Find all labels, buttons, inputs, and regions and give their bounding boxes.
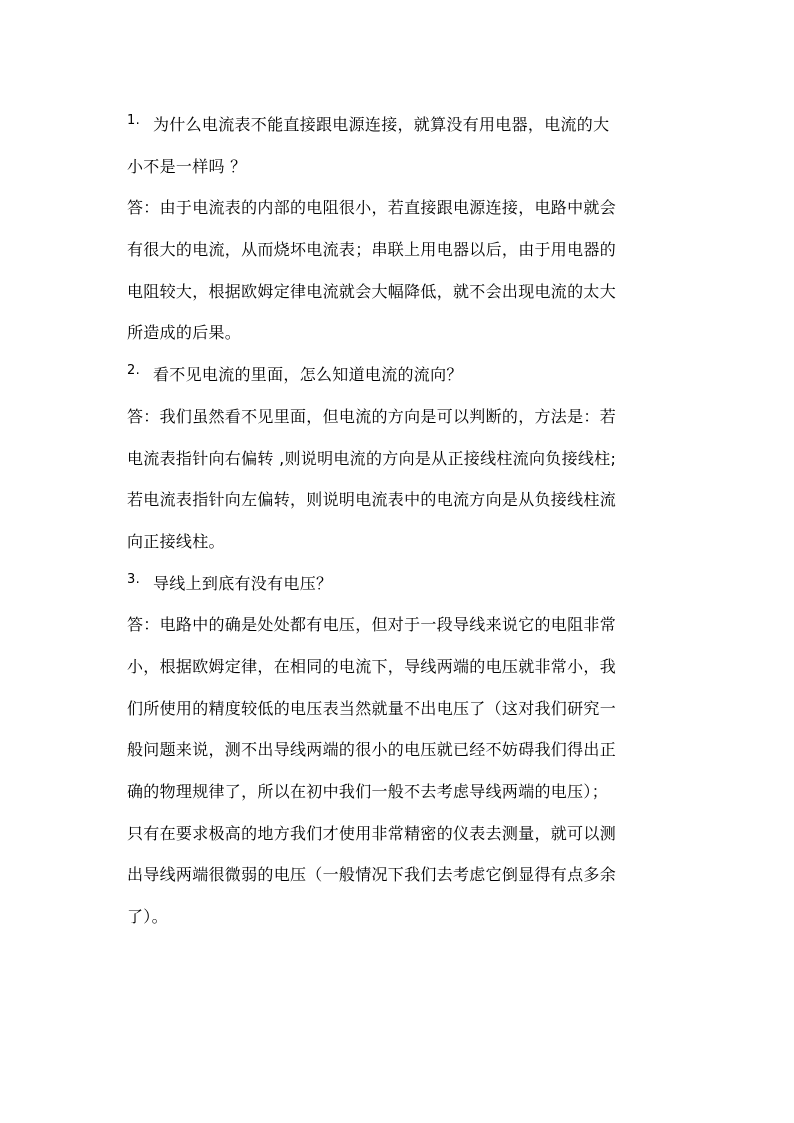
answer-2-line: 向正接线柱。 bbox=[127, 531, 225, 551]
question-3-number: 3. bbox=[127, 571, 141, 587]
answer-2-line: 答：我们虽然看不见里面，但电流的方向是可以判断的，方法是：若 bbox=[127, 406, 617, 426]
answer-1-line: 所造成的后果。 bbox=[127, 323, 242, 343]
answer-3-line: 出导线两端很微弱的电压（一般情况下我们去考虑它倒显得有点多余 bbox=[127, 865, 617, 885]
answer-1-line: 答：由于电流表的内部的电阻很小，若直接跟电源连接，电路中就会 bbox=[127, 198, 617, 218]
question-1 bbox=[127, 104, 669, 146]
answer-3-line: 只有在要求极高的地方我们才使用非常精密的仪表去测量，就可以测 bbox=[127, 823, 617, 843]
answer-1-line: 电阻较大，根据欧姆定律电流就会大幅降低，就不会出现电流的太大 bbox=[127, 281, 617, 301]
question-3 bbox=[127, 563, 669, 605]
question-3-text: 导线上到底有没有电压？ bbox=[153, 573, 333, 593]
answer-3-line: 般问题来说，测不出导线两端的很小的电压就已经不妨碍我们得出正 bbox=[127, 740, 617, 760]
answer-2-line: 电流表指针向右偏转 ,则说明电流的方向是从正接线柱流向负接线柱; bbox=[127, 448, 617, 468]
question-1-text: 为什么电流表不能直接跟电源连接，就算没有用电器，电流的大 bbox=[153, 115, 610, 134]
question-2-number: 2. bbox=[127, 363, 141, 379]
answer-2-line: 若电流表指针向左偏转，则说明电流表中的电流方向是从负接线柱流 bbox=[127, 490, 617, 510]
answer-3-line: 答：电路中的确是处处都有电压，但对于一段导线来说它的电阻非常 bbox=[127, 615, 617, 635]
answer-3-line: 小，根据欧姆定律，在相同的电流下，导线两端的电压就非常小，我 bbox=[127, 656, 617, 676]
question-1-number: 1. bbox=[127, 113, 141, 128]
answer-3-line: 们所使用的精度较低的电压表当然就量不出电压了（这对我们研究一 bbox=[127, 698, 617, 718]
question-2 bbox=[127, 354, 669, 396]
answer-1-line: 有很大的电流，从而烧坏电流表；串联上用电器以后，由于用电器的 bbox=[127, 240, 617, 260]
question-1-continued: 小不是一样吗 ？ bbox=[127, 156, 247, 176]
answer-3-line: 确的物理规律了，所以在初中我们一般不去考虑导线两端的电压）； bbox=[127, 782, 609, 801]
question-2-text: 看不见电流的里面，怎么知道电流的流向？ bbox=[153, 365, 463, 385]
document-body bbox=[127, 104, 669, 938]
answer-3-line: 了）。 bbox=[127, 907, 168, 927]
